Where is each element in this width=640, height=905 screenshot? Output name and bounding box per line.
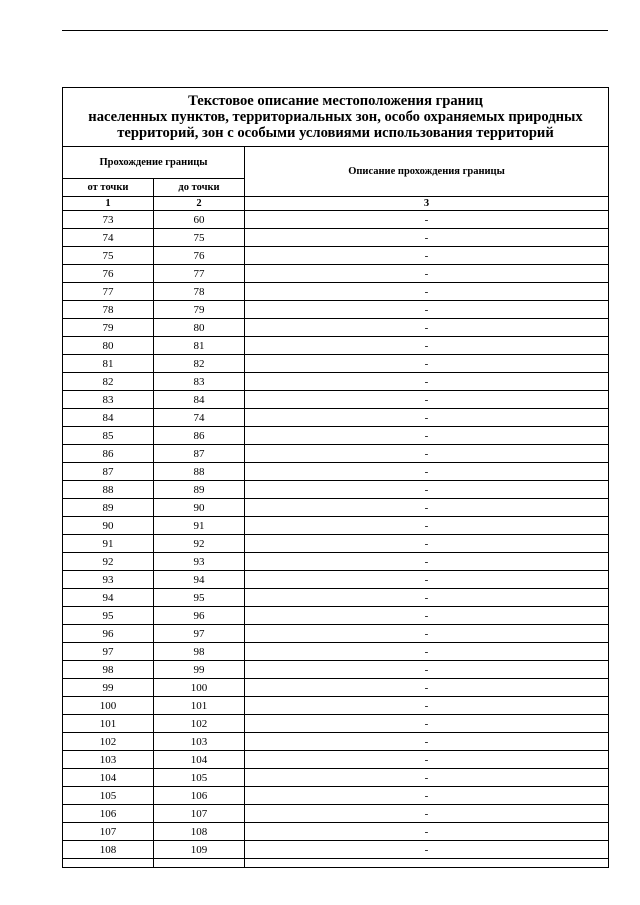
description-cell: - [245, 553, 609, 571]
description-cell: - [245, 211, 609, 229]
description-cell: - [245, 661, 609, 679]
to-point-cell: 80 [154, 319, 245, 337]
to-point-cell: 81 [154, 337, 245, 355]
column-number-2: 2 [154, 197, 245, 211]
from-point-cell: 83 [63, 391, 154, 409]
table-row [63, 733, 609, 751]
to-point-cell: 106 [154, 787, 245, 805]
table-row [63, 301, 609, 319]
to-point-cell: 88 [154, 463, 245, 481]
from-point-cell: 107 [63, 823, 154, 841]
table-row [63, 553, 609, 571]
column-number-1: 1 [63, 197, 154, 211]
table-title-line: населенных пунктов, территориальных зон, особо охраняемых природных [88, 109, 583, 125]
from-point-cell: 93 [63, 571, 154, 589]
table-row [63, 751, 609, 769]
from-point-cell: 90 [63, 517, 154, 535]
description-cell: - [245, 841, 609, 859]
to-point-cell: 107 [154, 805, 245, 823]
table-title-line: территорий, зон с особыми условиями использования территорий [117, 125, 554, 141]
table-row [63, 535, 609, 553]
description-cell: - [245, 409, 609, 427]
empty-cell [245, 859, 609, 868]
from-point-cell: 95 [63, 607, 154, 625]
to-point-cell: 77 [154, 265, 245, 283]
column-number-3: 3 [245, 197, 609, 211]
table-row [63, 715, 609, 733]
description-cell: - [245, 427, 609, 445]
table-row [63, 679, 609, 697]
table-title [63, 88, 609, 147]
from-point-cell: 96 [63, 625, 154, 643]
from-point-header: от точки [63, 179, 154, 197]
from-point-cell: 101 [63, 715, 154, 733]
description-cell: - [245, 697, 609, 715]
table-row [63, 337, 609, 355]
description-cell: - [245, 391, 609, 409]
to-point-cell: 100 [154, 679, 245, 697]
description-cell: - [245, 355, 609, 373]
table-row [63, 571, 609, 589]
to-point-cell: 98 [154, 643, 245, 661]
table-row [63, 373, 609, 391]
from-point-cell: 73 [63, 211, 154, 229]
table-row [63, 391, 609, 409]
description-cell: - [245, 805, 609, 823]
table-row [63, 607, 609, 625]
from-point-cell: 77 [63, 283, 154, 301]
from-point-cell: 78 [63, 301, 154, 319]
from-point-cell: 99 [63, 679, 154, 697]
to-point-cell: 90 [154, 499, 245, 517]
to-point-cell: 74 [154, 409, 245, 427]
to-point-cell: 91 [154, 517, 245, 535]
to-point-cell: 103 [154, 733, 245, 751]
table-row [63, 319, 609, 337]
description-cell: - [245, 535, 609, 553]
description-cell: - [245, 517, 609, 535]
table-row [63, 355, 609, 373]
to-point-header: до точки [154, 179, 245, 197]
to-point-cell: 89 [154, 481, 245, 499]
description-cell: - [245, 301, 609, 319]
description-cell: - [245, 787, 609, 805]
empty-row [63, 859, 609, 868]
table-row [63, 643, 609, 661]
from-point-cell: 80 [63, 337, 154, 355]
from-point-cell: 91 [63, 535, 154, 553]
empty-cell [63, 859, 154, 868]
description-cell: - [245, 715, 609, 733]
to-point-cell: 95 [154, 589, 245, 607]
to-point-cell: 86 [154, 427, 245, 445]
description-cell: - [245, 769, 609, 787]
description-cell: - [245, 679, 609, 697]
table-row [63, 463, 609, 481]
boundary-description-table [62, 87, 609, 868]
to-point-cell: 102 [154, 715, 245, 733]
table-row [63, 697, 609, 715]
to-point-cell: 75 [154, 229, 245, 247]
to-point-cell: 101 [154, 697, 245, 715]
from-point-cell: 106 [63, 805, 154, 823]
to-point-cell: 84 [154, 391, 245, 409]
table-row [63, 823, 609, 841]
to-point-cell: 94 [154, 571, 245, 589]
table-row [63, 265, 609, 283]
from-point-cell: 76 [63, 265, 154, 283]
table-row [63, 841, 609, 859]
description-cell: - [245, 607, 609, 625]
to-point-cell: 76 [154, 247, 245, 265]
table-body [63, 211, 609, 868]
table-row [63, 409, 609, 427]
passage-header: Прохождение границы [63, 147, 245, 179]
table-row [63, 499, 609, 517]
table-row [63, 805, 609, 823]
description-cell: - [245, 247, 609, 265]
description-cell: - [245, 499, 609, 517]
description-header: Описание прохождения границы [245, 147, 609, 197]
from-point-cell: 105 [63, 787, 154, 805]
from-point-cell: 103 [63, 751, 154, 769]
to-point-cell: 108 [154, 823, 245, 841]
from-point-cell: 75 [63, 247, 154, 265]
from-point-cell: 86 [63, 445, 154, 463]
table-row [63, 481, 609, 499]
to-point-cell: 82 [154, 355, 245, 373]
table-row [63, 427, 609, 445]
description-cell: - [245, 445, 609, 463]
to-point-cell: 83 [154, 373, 245, 391]
table-row [63, 211, 609, 229]
from-point-cell: 97 [63, 643, 154, 661]
description-cell: - [245, 571, 609, 589]
description-cell: - [245, 589, 609, 607]
to-point-cell: 105 [154, 769, 245, 787]
from-point-cell: 88 [63, 481, 154, 499]
to-point-cell: 96 [154, 607, 245, 625]
description-cell: - [245, 265, 609, 283]
table-row [63, 283, 609, 301]
table-title-line: Текстовое описание местоположения границ [188, 93, 483, 109]
description-cell: - [245, 337, 609, 355]
to-point-cell: 97 [154, 625, 245, 643]
description-cell: - [245, 751, 609, 769]
description-cell: - [245, 643, 609, 661]
description-cell: - [245, 373, 609, 391]
from-point-cell: 102 [63, 733, 154, 751]
table-row [63, 517, 609, 535]
table-row [63, 229, 609, 247]
from-point-cell: 81 [63, 355, 154, 373]
table-row [63, 787, 609, 805]
from-point-cell: 74 [63, 229, 154, 247]
description-cell: - [245, 229, 609, 247]
from-point-cell: 100 [63, 697, 154, 715]
to-point-cell: 79 [154, 301, 245, 319]
from-point-cell: 104 [63, 769, 154, 787]
empty-cell [154, 859, 245, 868]
description-cell: - [245, 319, 609, 337]
from-point-cell: 108 [63, 841, 154, 859]
from-point-cell: 82 [63, 373, 154, 391]
to-point-cell: 109 [154, 841, 245, 859]
to-point-cell: 92 [154, 535, 245, 553]
to-point-cell: 87 [154, 445, 245, 463]
from-point-cell: 98 [63, 661, 154, 679]
from-point-cell: 87 [63, 463, 154, 481]
table-row [63, 661, 609, 679]
description-cell: - [245, 733, 609, 751]
description-cell: - [245, 823, 609, 841]
description-cell: - [245, 481, 609, 499]
table-row [63, 769, 609, 787]
to-point-cell: 78 [154, 283, 245, 301]
to-point-cell: 60 [154, 211, 245, 229]
from-point-cell: 94 [63, 589, 154, 607]
table-row [63, 445, 609, 463]
description-cell: - [245, 463, 609, 481]
table-row [63, 589, 609, 607]
description-cell: - [245, 625, 609, 643]
description-cell: - [245, 283, 609, 301]
to-point-cell: 93 [154, 553, 245, 571]
from-point-cell: 79 [63, 319, 154, 337]
from-point-cell: 92 [63, 553, 154, 571]
from-point-cell: 89 [63, 499, 154, 517]
from-point-cell: 84 [63, 409, 154, 427]
table-row [63, 625, 609, 643]
table-row [63, 247, 609, 265]
header-rule [62, 30, 608, 31]
to-point-cell: 99 [154, 661, 245, 679]
to-point-cell: 104 [154, 751, 245, 769]
from-point-cell: 85 [63, 427, 154, 445]
